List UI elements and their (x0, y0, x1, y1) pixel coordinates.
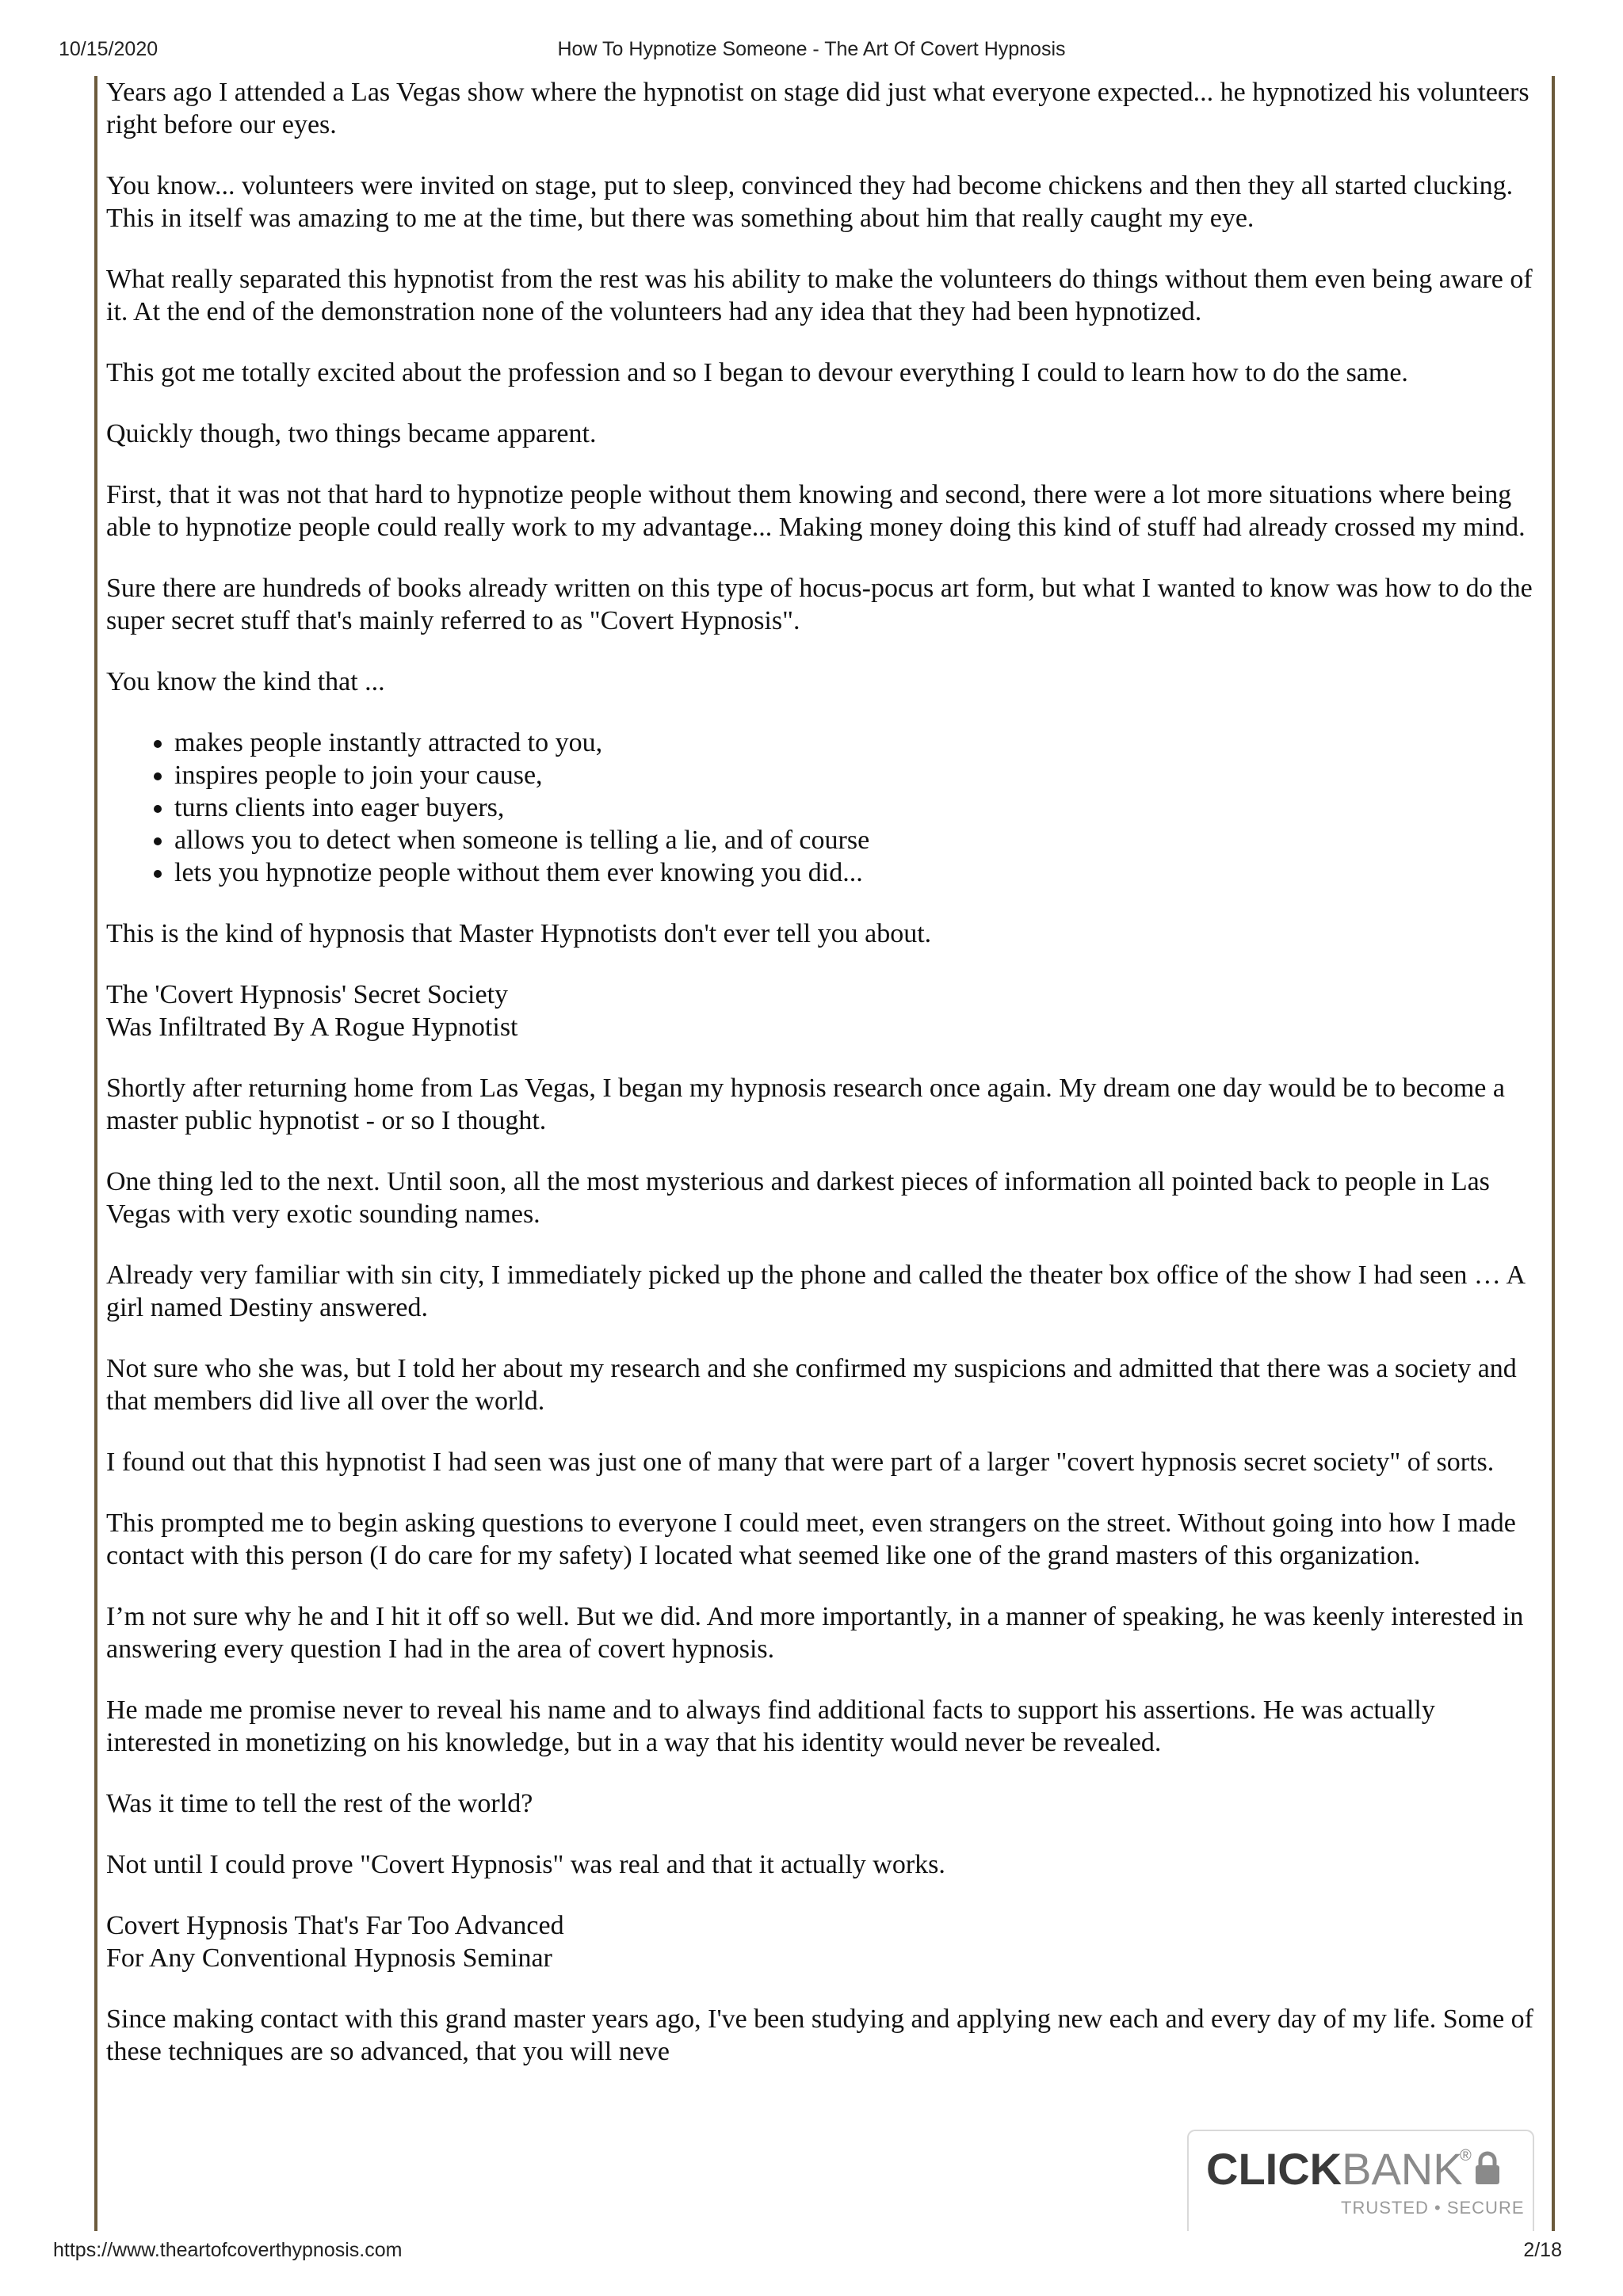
paragraph: He made me promise never to reveal his name and to always find additional facts to support his assertions. He was actually interested in monetizing on his knowledge, but in a way that his identity would never be revealed. (106, 1695, 1435, 1757)
paragraph: Since making contact with this grand master years ago, I've been studying and applying new each and every day of my life. Some of these techniques are so advanced, that you will neve (106, 2004, 1533, 2066)
paragraph: Not sure who she was, but I told her about my research and she confirmed my suspicions and admitted that there was a society and that members did live all over the world. (106, 1354, 1517, 1416)
paragraph: One thing led to the next. Until soon, all the most mysterious and darkest pieces of information all pointed back to people in Las Vegas with very exotic sounding names. (106, 1167, 1490, 1229)
clickbank-logo: CLICKBANK (1206, 2144, 1463, 2194)
paragraph: You know... volunteers were invited on stage, put to sleep, convinced they had become chickens and then they all started clucking. This in itself was amazing to me at the time, but there was something about him that really caught my eye. (106, 171, 1514, 233)
heading-line: For Any Conventional Hypnosis Seminar (106, 1943, 552, 1973)
paragraph: Sure there are hundreds of books already written on this type of hocus-pocus art form, but what I wanted to know was how to do the super secret stuff that's mainly referred to as "Covert Hypnosis". (106, 574, 1533, 635)
page-number: 2/18 (1523, 2239, 1562, 2261)
article-body (94, 76, 1555, 2231)
section-heading (106, 978, 1542, 1043)
paragraph: Already very familiar with sin city, I immediately picked up the phone and called the theater box office of the show I had seen … A girl named Destiny answered. (106, 1261, 1525, 1322)
registered-mark: ® (1460, 2147, 1472, 2164)
trust-tagline: TRUSTED • SECURE (1341, 2198, 1525, 2218)
paragraph: I found out that this hypnotist I had seen was just one of many that were part of a larger "covert hypnosis secret society" of sorts. (106, 1447, 1495, 1477)
heading-line: The 'Covert Hypnosis' Secret Society (106, 980, 509, 1009)
print-title: How To Hypnotize Someone - The Art Of Covert Hypnosis (557, 38, 1066, 60)
heading-line: Covert Hypnosis That's Far Too Advanced (106, 1911, 564, 1940)
heading-line: Was Infiltrated By A Rogue Hypnotist (106, 1013, 518, 1042)
paragraph: Was it time to tell the rest of the world? (106, 1789, 533, 1818)
paragraph: This prompted me to begin asking questions to everyone I could meet, even strangers on the street. Without going into how I made contact with this person (I do care for my safety) I located what seemed like one of the grand masters of this organization. (106, 1508, 1516, 1570)
list-item: • allows you to detect when someone is telling a lie, and of course (174, 824, 1542, 856)
print-date: 10/15/2020 (59, 38, 158, 60)
clickbank-trust-badge[interactable] (1187, 2130, 1534, 2231)
list-item: • turns clients into eager buyers, (174, 791, 1542, 824)
paragraph: Shortly after returning home from Las Vegas, I began my hypnosis research once again. My dream one day would be to become a master public hypnotist - or so I thought. (106, 1074, 1505, 1135)
paragraph: What really separated this hypnotist from the rest was his ability to make the volunteers do things without them even being aware of it. At the end of the demonstration none of the volunteers had any idea that they had been hypnotized. (106, 265, 1533, 326)
list-item: • makes people instantly attracted to you, (174, 727, 1542, 759)
print-url: https://www.theartofcoverthypnosis.com (53, 2239, 403, 2261)
paragraph: I’m not sure why he and I hit it off so well. But we did. And more importantly, in a manner of speaking, he was keenly interested in answering every question I had in the area of covert hypnosis. (106, 1602, 1524, 1664)
print-header (0, 38, 1623, 70)
section-heading (106, 1909, 1542, 1974)
paragraph: First, that it was not that hard to hypnotize people without them knowing and second, there were a lot more situations where being able to hypnotize people could really work to my advantage... Making money doing this kind of stuff had already crossed my mind. (106, 480, 1526, 542)
paragraph: This is the kind of hypnosis that Master Hypnotists don't ever tell you about. (106, 919, 932, 948)
paragraph: Years ago I attended a Las Vegas show where the hypnotist on stage did just what everyone expected... he hypnotized his volunteers right before our eyes. (106, 78, 1529, 139)
paragraph: You know the kind that ... (106, 667, 385, 696)
paragraph: Not until I could prove "Covert Hypnosis" was real and that it actually works. (106, 1850, 945, 1879)
print-footer (0, 2239, 1623, 2271)
paragraph: Quickly though, two things became apparent. (106, 419, 597, 448)
list-item: • lets you hypnotize people without them ever knowing you did... (174, 856, 1542, 889)
paragraph: This got me totally excited about the profession and so I began to devour everything I could to learn how to do the same. (106, 358, 1408, 387)
list-item: • inspires people to join your cause, (174, 759, 1542, 791)
benefit-list (106, 727, 1542, 889)
lock-icon (1474, 2150, 1501, 2185)
